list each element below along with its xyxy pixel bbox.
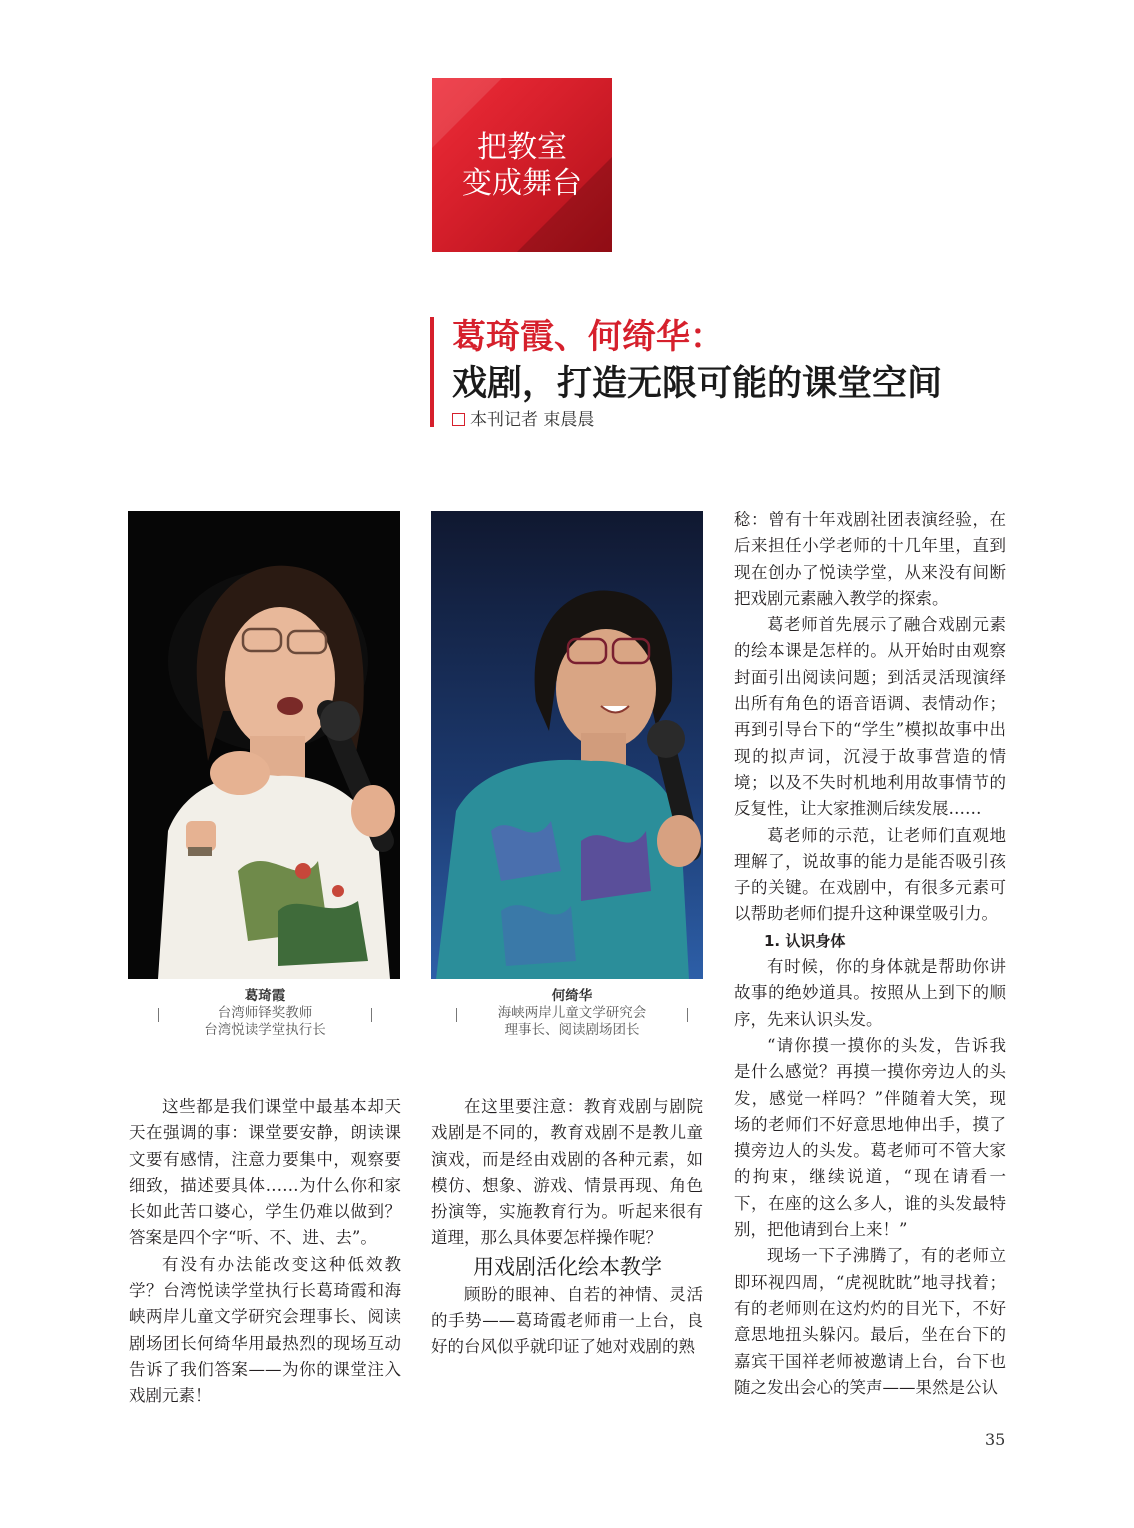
page-number: 35	[985, 1430, 1006, 1449]
caption-divider	[371, 1008, 372, 1022]
text-column-3	[734, 507, 1006, 1401]
photo-caption-role: 台湾悦读学堂执行长	[204, 1022, 326, 1038]
paragraph: “请你摸一摸你的头发，告诉我是什么感觉？再摸一摸你旁边人的头发，感觉一样吗？”伴随着大笑，现场的老师们不好意思地伸出手，摸了摸旁边人的头发。葛老师可不管大家的拘束，继续说道，“现在请看一下，在座的这么多人，谁的头发最特别，把他请到台上来！”	[734, 1035, 1006, 1240]
photo-caption-role: 台湾师铎奖教师	[217, 1005, 313, 1021]
paragraph: 稔：曾有十年戏剧社团表演经验，在后来担任小学老师的十几年里，直到现在创办了悦读学堂，从来没有间断把戏剧元素融入教学的探索。	[734, 510, 1006, 608]
paragraph: 葛老师首先展示了融合戏剧元素的绘本课是怎样的。从开始时由观察封面引出阅读问题；到活灵活现演绎出所有角色的语音语调、表情动作；再到引导台下的“学生”模拟故事中出现的拟声词，沉浸于故事营造的情境；以及不失时机地利用故事情节的反复性，让大家推测后续发展……	[734, 615, 1006, 819]
section-badge	[432, 78, 612, 252]
numbered-subhead: 1. 认识身体	[764, 931, 846, 950]
paragraph: 顾盼的眼神、自若的神情、灵活的手势——葛琦霞老师甫一上台，良好的台风似乎就印证了她对戏剧的熟	[431, 1284, 703, 1357]
paragraph: 有时候，你的身体就是帮助你讲故事的绝妙道具。按照从上到下的顺序，先来认识头发。	[734, 957, 1006, 1029]
section-badge-line-1: 把教室	[477, 130, 567, 165]
article-title-main: 戏剧，打造无限可能的课堂空间	[452, 364, 943, 404]
photo-caption-name: 何绮华	[551, 988, 593, 1004]
photo-caption-role: 理事长、阅读剧场团长	[504, 1022, 640, 1038]
text-column-2	[431, 1094, 703, 1361]
paragraph: 现场一下子沸腾了，有的老师立即环视四周，“虎视眈眈”地寻找着；有的老师则在这灼灼的目光下，不好意思地扭头躲闪。最后，坐在台下的嘉宾干国祥老师被邀请上台，台下也随之发出会心的笑声——果然是公认	[734, 1246, 1006, 1397]
photo-caption-1	[150, 988, 380, 1039]
section-badge-line-2: 变成舞台	[462, 166, 582, 201]
paragraph: 葛老师的示范，让老师们直观地理解了，说故事的能力是能否吸引孩子的关键。在戏剧中，有很多元素可以帮助老师们提升这种课堂吸引力。	[734, 825, 1006, 924]
caption-divider	[158, 1008, 159, 1022]
paragraph: 这些都是我们课堂中最基本却天天在强调的事：课堂要安静，朗读课文要有感情，注意力要集中，观察要细致，描述要具体……为什么你和家长如此苦口婆心，学生仍难以做到？答案是四个字“听、不、进、去”。	[129, 1097, 401, 1248]
caption-divider	[456, 1008, 457, 1022]
paragraph: 在这里要注意：教育戏剧与剧院戏剧是不同的，教育戏剧不是教儿童演戏，而是经由戏剧的各种元素，如模仿、想象、游戏、情景再现、角色扮演等，实施教育行为。听起来很有道理，那么具体要怎样操作呢？	[431, 1097, 703, 1248]
paragraph: 有没有办法能改变这种低效教学？台湾悦读学堂执行长葛琦霞和海峡两岸儿童文学研究会理事长、阅读剧场团长何绮华用最热烈的现场互动告诉了我们答案——为你的课堂注入戏剧元素！	[129, 1254, 401, 1406]
caption-divider	[687, 1008, 688, 1022]
photo-ge-qixia	[128, 511, 400, 979]
photo-caption-2	[452, 988, 692, 1039]
byline-square-icon	[452, 413, 465, 426]
text-column-1	[129, 1094, 401, 1410]
photo-caption-name: 葛琦霞	[244, 988, 286, 1004]
section-subhead: 用戏剧活化绘本教学	[473, 1254, 662, 1279]
article-byline	[452, 409, 942, 431]
byline-text: 本刊记者 束晨晨	[470, 410, 595, 430]
article-title-block	[430, 317, 943, 430]
photo-caption-role: 海峡两岸儿童文学研究会	[497, 1005, 647, 1021]
photo-he-qihua	[431, 511, 703, 979]
article-title-top: 葛琦霞、何绮华：	[452, 317, 724, 357]
